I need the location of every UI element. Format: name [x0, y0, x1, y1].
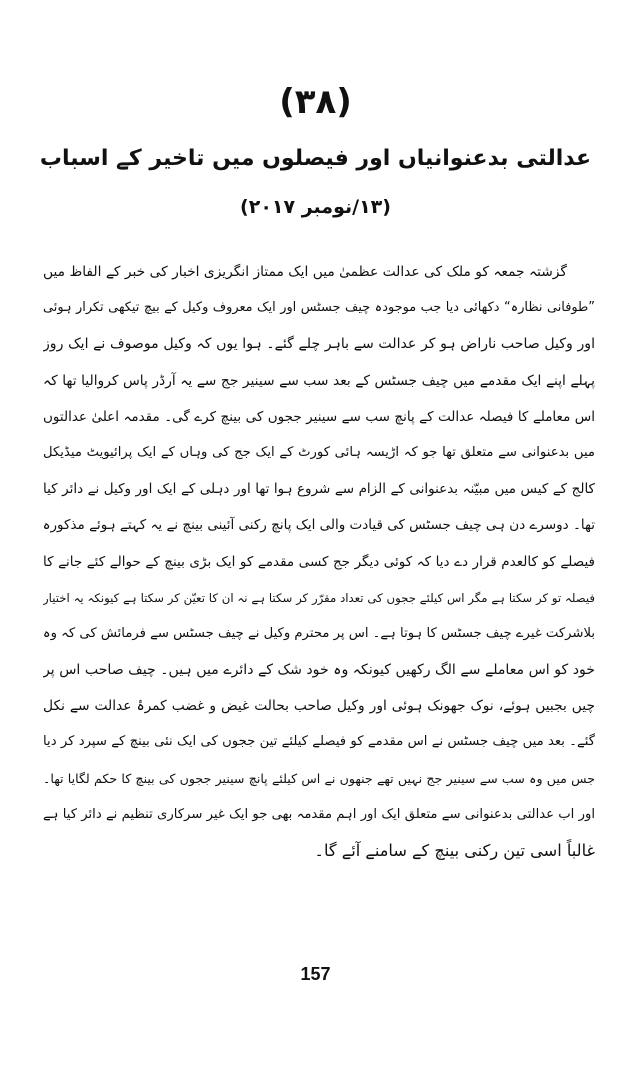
body-text [43, 254, 595, 869]
body-line: گزشتہ جمعہ کو ملک کی عدالت عظمیٰ میں ایک ممتاز انگریزی اخبار کی خبر کے الفاظ میں [43, 264, 567, 280]
chapter-title: عدالتی بدعنوانیاں اور فیصلوں میں تاخیر کے اسباب [40, 146, 591, 171]
body-line: خود کو اس معاملے سے الگ رکھیں کیونکہ وہ خود شک کے دائرے میں ہیں۔ چیف صاحب اس پر [43, 662, 595, 679]
body-line: تھا۔ دوسرے دن ہی چیف جسٹس کی قیادت والی ایک پانچ رکنی آئینی بینچ نے یہ کہتے ہوئے مذکورہ [43, 517, 595, 534]
body-line: ”طوفانی نظارہ“ دکھائی دیا جب موجودہ چیف جسٹس اور ایک معروف وکیل کے بیچ تیکھی تکرار ہوئی [43, 300, 595, 316]
page-number: 157 [300, 964, 331, 984]
body-line: گئے۔ بعد میں چیف جسٹس نے اس مقدمے کو فیصلے کیلئے تین ججوں کی ایک نئی بینچ کے سپرد کر دیا [43, 734, 595, 750]
body-line: چیں بجبیں ہوئے، نوک جھونک ہوئی اور وکیل صاحب بحالت غیض و غضب کمرۂ عدالت سے نکل [43, 698, 595, 715]
body-line: کالج کے کیس میں مبیّنہ بدعنوانی کے الزام سے شروع ہوا تھا اور دہلی کے ایک اور وکیل نے دائر کیا [43, 481, 595, 498]
body-line: پہلے اپنے ایک مقدمے میں چیف جسٹس کے بعد سب سے سینیر جج سے یہ آرڈر پاس کروالیا تھا کہ [43, 372, 595, 389]
body-line: اس معاملے کا فیصلہ عدالت کے پانچ سب سے سینیر ججوں کی بینچ کرے گی۔ مقدمہ اعلیٰ عدالتوں [43, 408, 595, 425]
body-line: غالباً اسی تین رکنی بینچ کے سامنے آئے گا۔ [314, 841, 595, 860]
body-line: اور اب عدالتی بدعنوانی سے متعلق ایک اور اہم مقدمہ بھی جو ایک غیر سرکاری تنظیم نے دائر کیا ہے [43, 806, 595, 822]
body-line: فیصلے کو کالعدم قرار دے دیا کہ کوئی دیگر جج کسی مقدمے کو ایک بڑی بینچ کے حوالے کئے جانے کا [43, 553, 595, 570]
chapter-number: (۳۸) [279, 82, 352, 122]
body-line: میں بدعنوانی سے متعلق تھا جو کہ اڑیسہ ہائی کورٹ کے ایک جج کی وہاں کے ایک پرائیویٹ میڈیکل [43, 444, 595, 460]
body-line: فیصلہ تو کر سکتا ہے مگر اس کیلئے ججوں کی تعداد مقرّر کر سکتا ہے نہ ان کا تعیّن کر سکتا ہے کیونکہ یہ اختیار [43, 590, 595, 605]
body-line: اور وکیل صاحب ناراض ہو کر عدالت سے باہر چلے گئے۔ ہوا یوں کہ وکیل موصوف نے ایک روز [43, 336, 595, 353]
chapter-date: (۱۳/نومبر ۲۰۱۷) [240, 196, 391, 218]
body-line: بلاشرکت غیرے چیف جسٹس کا ہوتا ہے۔ اس پر محترم وکیل نے چیف جسٹس سے فرمائش کی کہ وہ [43, 625, 595, 641]
body-line: جس میں وہ سب سے سینیر جج نہیں تھے جنھوں نے اس کیلئے پانچ سینیر ججوں کی بینچ کا حکم لگایا تھا۔ [43, 770, 595, 786]
